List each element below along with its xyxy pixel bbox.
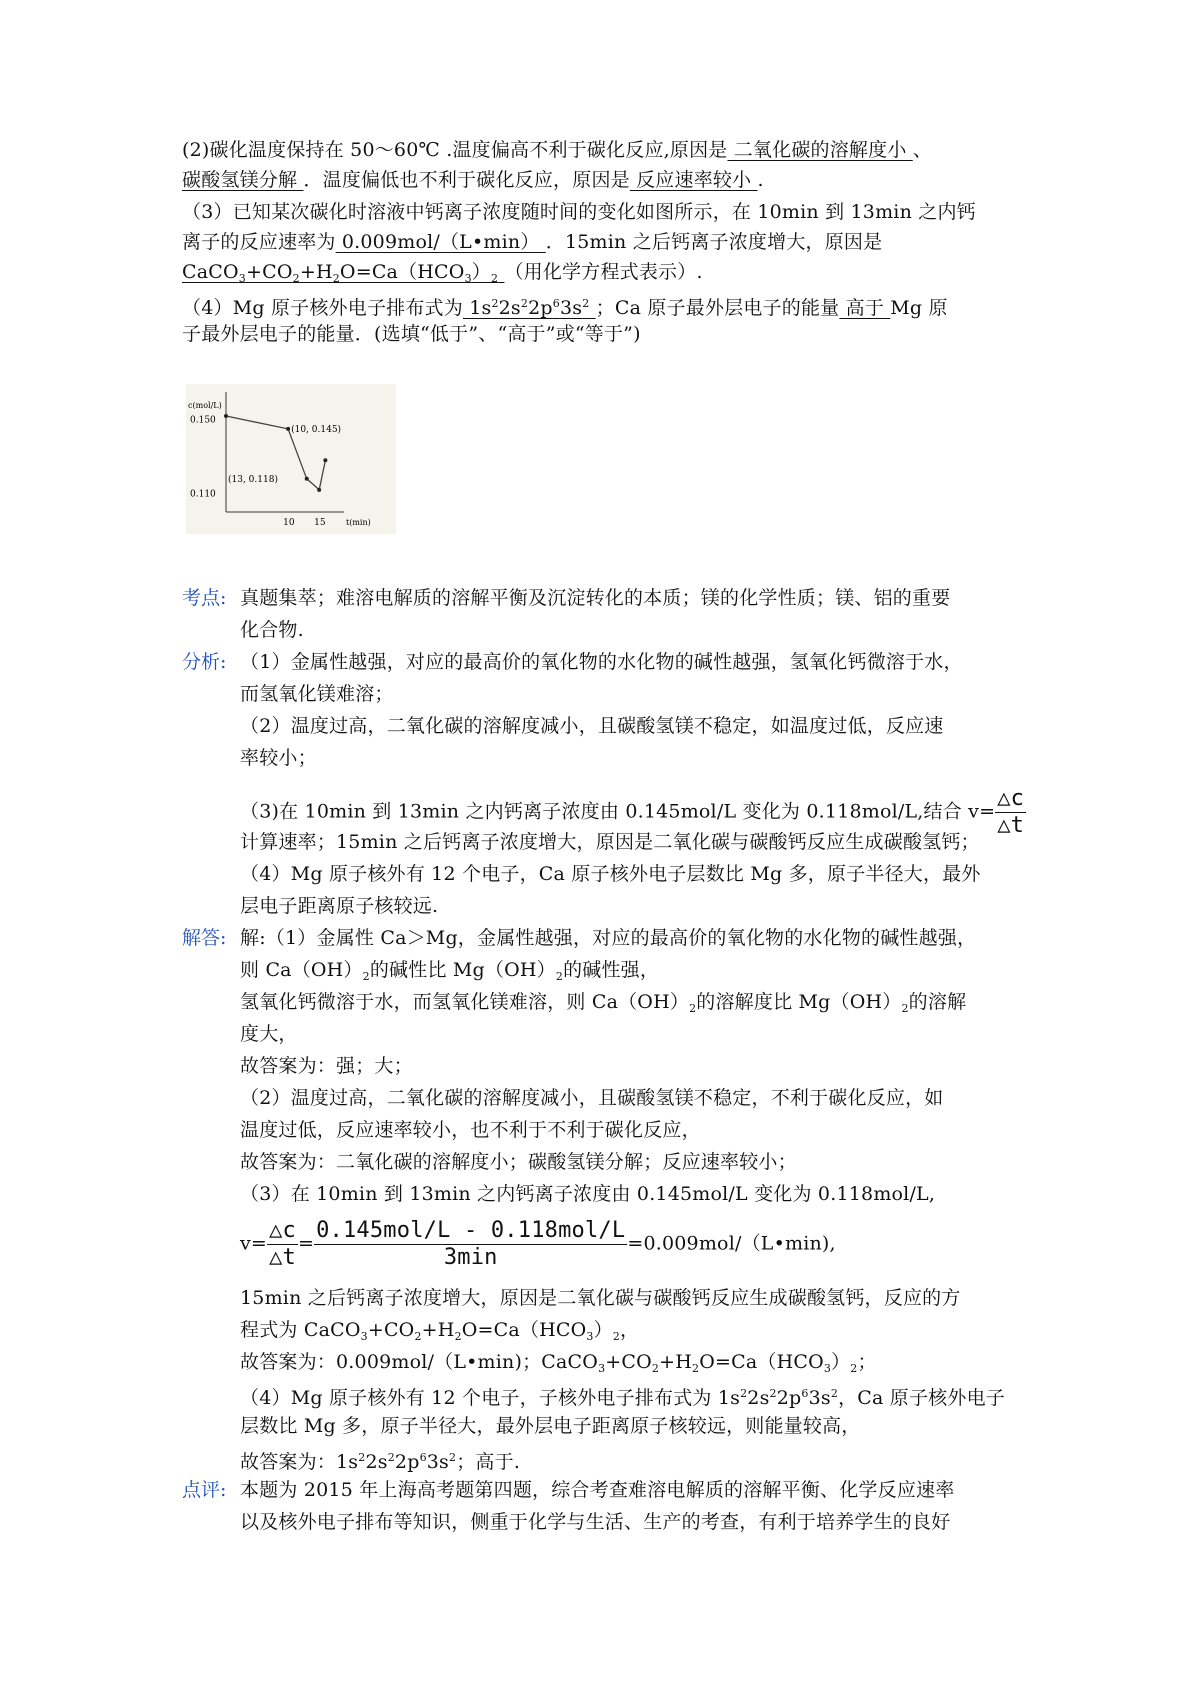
eq-sub: 2 (332, 272, 340, 285)
eq-sub: 2 (292, 272, 300, 285)
t: +CO (367, 1319, 415, 1341)
x-axis-label: t(min) (346, 518, 371, 527)
q2-end: . (757, 169, 764, 191)
chart-svg (186, 384, 396, 534)
jieda-line-9: （3）在 10min 到 13min 之内钙离子浓度由 0.145mol/L 变化为 0.118mol/L, (240, 1183, 936, 1205)
jieda-line-6: （2）温度过高，二氧化碳的溶解度减小，且碳酸氢镁不稳定，不利于碳化反应，如 (240, 1087, 944, 1109)
sup: 2 (769, 1387, 777, 1400)
eq-sub: 2 (490, 272, 499, 285)
value-fraction (314, 1218, 627, 1271)
kaodian-line-1: 真题集萃；难溶电解质的溶解平衡及沉淀转化的本质；镁的化学性质；镁、铝的重要 (240, 587, 951, 609)
jieda-line-11: 15min 之后钙离子浓度增大，原因是二氧化碳与碳酸钙反应生成碳酸氢钙，反应的方 (240, 1287, 961, 1309)
fenxi-line-2: 而氢氧化镁难溶； (240, 683, 394, 705)
jieda-line-15: 层数比 Mg 多，原子半径大，最外层电子距离原子核较远，则能量较高， (240, 1415, 861, 1437)
sub: 2 (454, 1330, 462, 1343)
sub: 2 (901, 1002, 909, 1015)
jieda-line-14 (240, 1380, 1005, 1412)
q3-line-1: （3）已知某次碳化时溶液中钙离子浓度随时间的变化如图所示，在 10min 到 13min 之内钙 (182, 201, 976, 223)
jieda-line-2 (240, 956, 659, 991)
fraction-denominator: △t (269, 1245, 296, 1270)
q4-text-2: ；Ca 原子最外层电子的能量 (595, 297, 840, 319)
q3-line-3 (182, 258, 703, 293)
annotation-label: (13, 0.118) (228, 474, 278, 485)
t: O=Ca（HCO (461, 1319, 587, 1341)
y-tick-label: 0.110 (190, 489, 216, 500)
sub: 3 (360, 1330, 368, 1343)
sub: 3 (598, 1362, 606, 1375)
t: 2p (394, 1451, 420, 1473)
data-point (317, 488, 321, 492)
kaodian-label: 考点: (182, 587, 227, 609)
t: +H (659, 1351, 693, 1373)
q4-energy-blank: 高于 (839, 297, 891, 319)
t: 2p (776, 1387, 802, 1409)
y-tick-label: 0.150 (190, 415, 216, 426)
cfg-sup: 6 (552, 297, 560, 310)
cfg-sup: 2 (582, 297, 590, 310)
rate-result: =0.009mol/（L•min), (627, 1232, 836, 1255)
x-tick-label: 10 (283, 518, 295, 528)
data-point (305, 477, 309, 481)
sup: 6 (419, 1451, 427, 1464)
cfg-sup: 2 (520, 297, 529, 310)
jieda-line-8: 故答案为：二氧化碳的溶解度小；碳酸氢镁分解；反应速率较小； (240, 1151, 797, 1173)
data-point (323, 458, 327, 462)
t: 故答案为：0.009mol/（L•min)；CaCO (240, 1351, 599, 1373)
q3-line-2 (182, 228, 882, 256)
t: +CO (605, 1351, 652, 1373)
t: ） (831, 1351, 851, 1373)
sup: 2 (830, 1387, 839, 1400)
q3-text: 离子的反应速率为 (182, 231, 336, 253)
delta-fraction (267, 1218, 298, 1271)
sub: 2 (612, 1330, 621, 1343)
x-tick-label: 15 (314, 518, 326, 528)
fraction-numerator: △c (269, 1218, 296, 1243)
q2-answer-blank-1: 二氧化碳的溶解度小 (727, 139, 913, 161)
q4-text: （4）Mg 原子核外电子排布式为 (182, 297, 463, 319)
sup: 2 (740, 1387, 748, 1400)
sub: 2 (689, 1002, 697, 1015)
cfg-sup: 2 (491, 297, 499, 310)
dianping-line-1: 本题为 2015 年上海高考题第四题，综合考查难溶电解质的溶解平衡、化学反应速率 (240, 1479, 955, 1501)
fenxi-line-8: 层电子距离原子核较远. (240, 895, 439, 917)
jieda-line-1: 解:（1）金属性 Ca＞Mg，金属性越强，对应的最高价的氧化物的水化物的碱性越强， (240, 927, 977, 949)
t: 2s (747, 1387, 770, 1409)
fenxi-text-5: （3)在 10min 到 13min 之内钙离子浓度由 0.145mol/L 变化为 0.118mol/L,结合 v= (240, 800, 996, 823)
fenxi-line-1: （1）金属性越强，对应的最高价的氧化物的水化物的碱性越强，氢氧化钙微溶于水， (240, 651, 963, 673)
jieda-line-13 (240, 1348, 877, 1383)
fenxi-line-6: 计算速率；15min 之后钙离子浓度增大，原因是二氧化碳与碳酸钙反应生成碳酸氢钙； (240, 831, 980, 853)
q4-text-3: Mg 原 (890, 297, 948, 319)
t: +H (421, 1319, 455, 1341)
q2-answer-blank-2: 碳酸氢镁分解 (182, 169, 304, 191)
q2-line-1 (182, 136, 932, 164)
jieda-line-4: 度大， (240, 1023, 298, 1045)
t: 3s (808, 1387, 831, 1409)
cfg-text: 3s (559, 297, 583, 319)
cfg-text: 1s (462, 297, 492, 319)
fraction-numerator: △c (997, 786, 1025, 811)
fenxi-line-4: 率较小； (240, 747, 317, 769)
q2-text: (2)碳化温度保持在 50～60℃ .温度偏高不利于碳化反应,原因是 (182, 139, 728, 161)
q2-text-2: ．温度偏低也不利于碳化反应，原因是 (303, 169, 630, 191)
t: 2s (365, 1451, 388, 1473)
q2-answer-blank-3: 反应速率较小 (629, 169, 758, 191)
jieda-line-7: 温度过低，反应速率较小，也不利于不利于碳化反应， (240, 1119, 701, 1141)
fenxi-label: 分析: (182, 651, 227, 673)
sup: 2 (387, 1451, 395, 1464)
q3-rate-blank: 0.009mol/（L•min） (335, 231, 546, 253)
t: ；高于. (456, 1451, 521, 1473)
q4-line-2: 子最外层电子的能量．(选填“低于”、“高于”或“等于”) (182, 323, 641, 345)
dianping-label: 点评: (182, 1479, 227, 1501)
fraction-denominator: △t (997, 813, 1025, 838)
jieda-rate-formula (240, 1218, 836, 1271)
fraction-numerator: 0.145mol/L - 0.118mol/L (316, 1218, 626, 1243)
t: ） (593, 1319, 613, 1341)
t: 的碱性强， (563, 959, 660, 981)
sup: 2 (449, 1451, 457, 1464)
sub: 2 (414, 1330, 422, 1343)
sub: 3 (823, 1362, 832, 1375)
jieda-line-5: 故答案为：强；大； (240, 1055, 413, 1077)
sub: 3 (586, 1330, 594, 1343)
t: 3s (426, 1451, 450, 1473)
t: ； (857, 1351, 877, 1373)
q4-line-1 (182, 290, 948, 322)
y-axis-label: c(mol/L) (188, 401, 222, 410)
fraction-denominator: 3min (443, 1245, 498, 1270)
equals-sign: = (297, 1232, 315, 1255)
data-point (286, 427, 290, 431)
q2-separator: 、 (912, 139, 932, 161)
t: 的溶解度比 Mg（OH） (696, 991, 902, 1013)
data-point (224, 414, 228, 418)
eq-text: O=Ca（HCO (339, 261, 465, 283)
eq-text: +H (299, 261, 333, 283)
t: ，Ca 原子核外电子 (838, 1387, 1005, 1409)
t: O=Ca（HCO (699, 1351, 824, 1373)
sub: 2 (850, 1362, 858, 1375)
t: 故答案为：1s (240, 1451, 359, 1473)
fenxi-line-7: （4）Mg 原子核外有 12 个电子，Ca 原子核外电子层数比 Mg 多，原子半径大，最外 (240, 863, 981, 885)
q4-config-blank (463, 297, 596, 319)
t: 的碱性比 Mg（OH） (369, 959, 556, 981)
eq-sub: 3 (238, 272, 246, 285)
sub: 2 (692, 1362, 700, 1375)
q3-equation-blank (182, 261, 504, 283)
t: 的溶解 (908, 991, 967, 1013)
dianping-line-2: 以及核外电子排布等知识，侧重于化学与生活、生产的考查，有利于培养学生的良好 (240, 1511, 951, 1533)
sub: 2 (555, 970, 564, 983)
sup: 6 (801, 1387, 809, 1400)
v-prefix: v= (240, 1232, 268, 1255)
t: 则 Ca（OH） (240, 959, 363, 981)
sub: 2 (362, 970, 370, 983)
sub: 2 (651, 1362, 660, 1375)
concentration-chart (186, 384, 396, 534)
eq-sub: 3 (464, 272, 472, 285)
kaodian-line-2: 化合物. (240, 619, 304, 641)
eq-text: ） (471, 261, 491, 283)
t: 程式为 CaCO (240, 1319, 361, 1341)
t: （4）Mg 原子核外有 12 个电子，子核外电子排布式为 1s (240, 1387, 741, 1409)
jieda-label: 解答: (182, 927, 227, 949)
q3-text-2: ．15min 之后钙离子浓度增大，原因是 (545, 231, 883, 253)
rate-fraction (995, 786, 1026, 839)
eq-text: +CO (245, 261, 293, 283)
jieda-line-3 (240, 988, 966, 1023)
t: ， (620, 1319, 640, 1341)
cfg-text: 2p (528, 297, 553, 319)
q2-line-2 (182, 166, 764, 194)
jieda-line-16 (240, 1444, 520, 1476)
t: 氢氧化钙微溶于水，而氢氧化镁难溶，则 Ca（OH） (240, 991, 690, 1013)
cfg-text: 2s (498, 297, 521, 319)
eq-text: CaCO (182, 261, 239, 283)
annotation-label: (10, 0.145) (291, 424, 342, 435)
q3-text-3: （用化学方程式表示）. (504, 261, 703, 283)
fenxi-line-3: （2）温度过高，二氧化碳的溶解度减小，且碳酸氢镁不稳定，如温度过低，反应速 (240, 715, 944, 737)
jieda-line-12 (240, 1316, 639, 1351)
sup: 2 (358, 1451, 366, 1464)
